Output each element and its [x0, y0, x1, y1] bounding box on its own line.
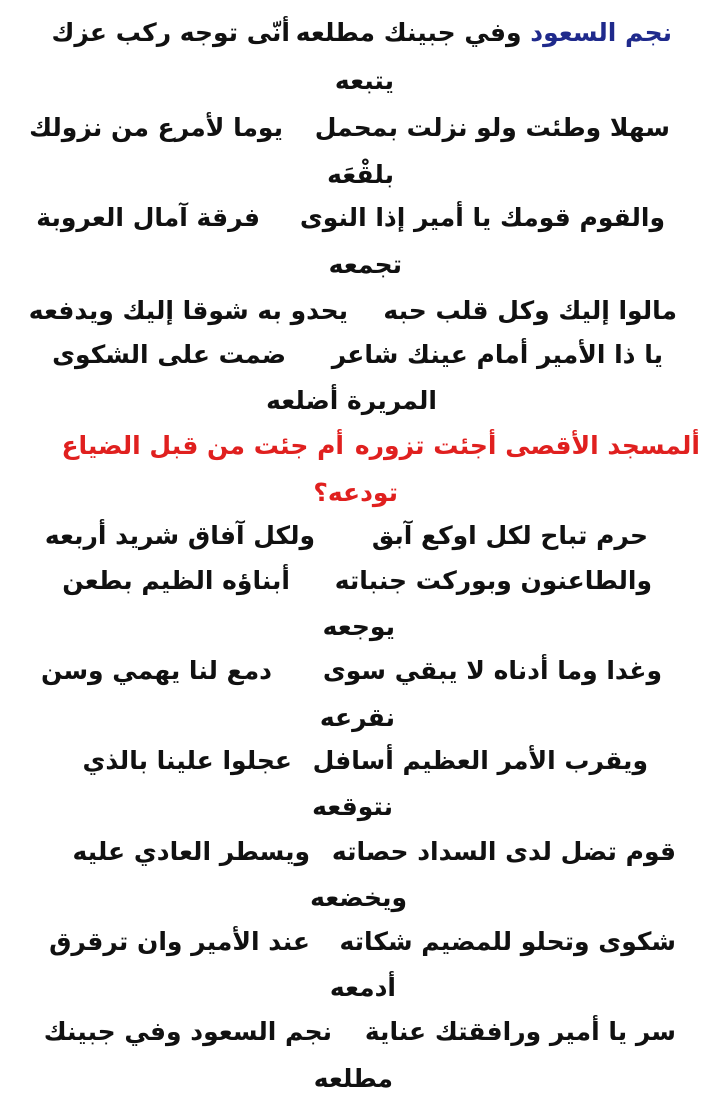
verse-11-second-hemistich: ويسطر العادي عليه — [72, 837, 310, 866]
verse-8-first-hemistich: والطاعنون وبوركت جنباته — [334, 566, 652, 595]
verse-2-first-hemistich: سهلا وطئت ولو نزلت بمحمل — [314, 113, 670, 142]
verse-6-first-hemistich: ألمسجد الأقصى أجئت تزوره — [354, 431, 700, 460]
verse-5-second-hemistich: ضمت على الشكوى — [52, 340, 286, 369]
verse-12-second-hemistich: عند الأمير وان ترقرق — [49, 927, 310, 956]
verse-10-first-hemistich: ويقرب الأمر العظيم أسافل — [312, 746, 648, 775]
verse-1-first-rest: وفي جبينك مطلعه — [295, 18, 522, 47]
verse-12-wrap: أدمعه — [329, 973, 396, 1002]
verse-1-first-hemistich — [296, 18, 672, 48]
verse-1-highlight: نجم السعود — [530, 18, 672, 47]
verse-7-second-hemistich: ولكل آفاق شريد أربعه — [44, 521, 315, 550]
verse-6-second-hemistich: أم جئت من قبل الضياع — [61, 431, 344, 460]
verse-3-wrap: تجمعه — [328, 250, 402, 279]
verse-13-wrap: مطلعه — [313, 1064, 393, 1093]
verse-7-first-hemistich: حرم تباح لكل اوكع آبق — [371, 521, 648, 550]
verse-1-second-hemistich: أنّى توجه ركب عزك — [51, 18, 290, 47]
verse-5-first-hemistich: يا ذا الأمير أمام عينك شاعر — [331, 340, 663, 369]
verse-1-wrap: يتبعه — [334, 66, 394, 95]
verse-9-first-hemistich: وغدا وما أدناه لا يبقي سوى — [322, 656, 662, 685]
verse-8-second-hemistich: أبناؤه الظيم بطعن — [62, 566, 290, 595]
verse-6-wrap: تودعه؟ — [313, 478, 398, 507]
verse-5-wrap: المريرة أضلعه — [266, 386, 437, 415]
verse-2-second-hemistich: يوما لأمرع من نزولك — [29, 113, 283, 142]
verse-11-first-hemistich: قوم تضل لدى السداد حصاته — [331, 837, 676, 866]
verse-12-first-hemistich: شكوى وتحلو للمضيم شكاته — [339, 927, 676, 956]
verse-3-second-hemistich: فرقة آمال العروبة — [36, 203, 260, 232]
verse-2-wrap: بلقْعَه — [327, 160, 394, 189]
verse-9-wrap: نقرعه — [319, 703, 395, 732]
verse-11-wrap: ويخضعه — [310, 883, 407, 912]
verse-3-first-hemistich: والقوم قومك يا أمير إذا النوى — [299, 203, 665, 232]
verse-9-second-hemistich: دمع لنا يهمي وسن — [40, 656, 272, 685]
verse-4-second-hemistich: يحدو به شوقا إليك ويدفعه — [28, 296, 348, 325]
verse-10-second-hemistich: عجلوا علينا بالذي — [82, 746, 292, 775]
verse-13-second-hemistich: نجم السعود وفي جبينك — [43, 1017, 332, 1046]
verse-10-wrap: نتوقعه — [312, 792, 393, 821]
verse-13-first-hemistich: سر يا أمير ورافقتك عناية — [364, 1017, 676, 1046]
verse-4-first-hemistich: مالوا إليك وكل قلب حبه — [383, 296, 677, 325]
verse-8-wrap: يوجعه — [322, 612, 395, 641]
